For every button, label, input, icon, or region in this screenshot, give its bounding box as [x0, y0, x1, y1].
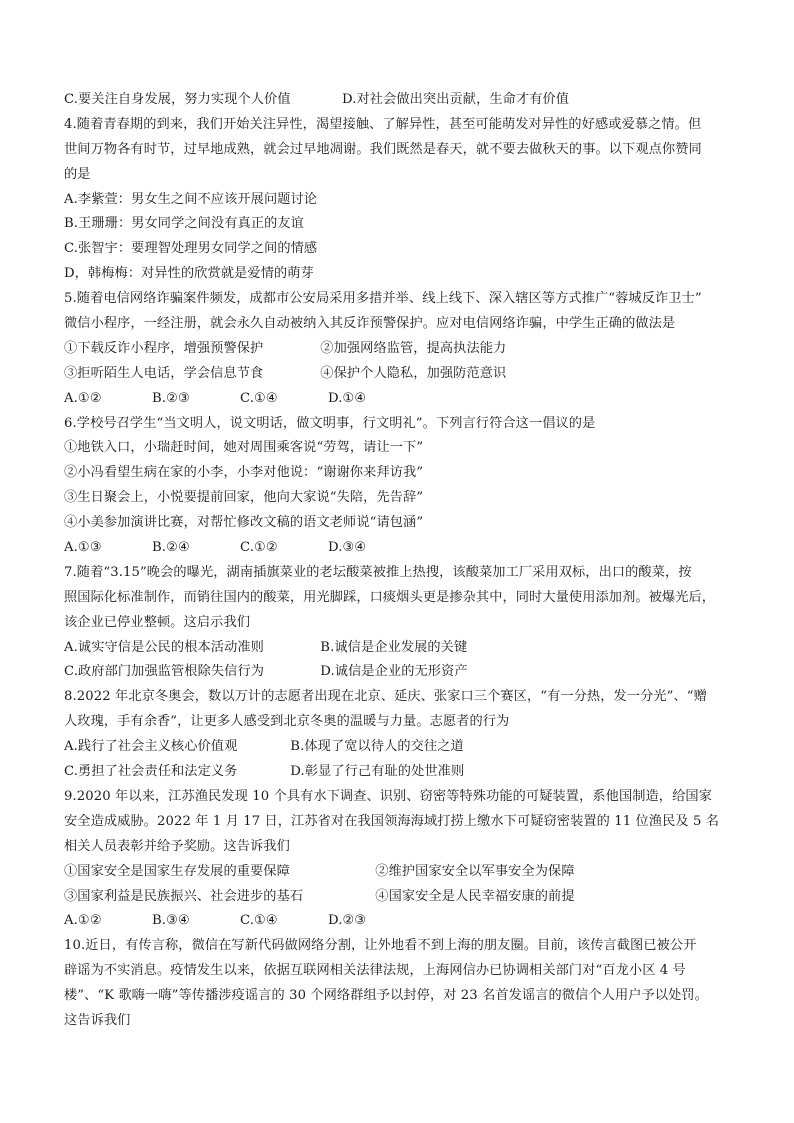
q5-options: [64, 387, 744, 412]
q8-option-b: B.体现了宽以待人的交往之道: [290, 739, 464, 755]
q9-statement-4: ④国家安全是人民幸福安康的前提: [375, 888, 575, 904]
q5-statement-2: ②加强网络监管，提高执法能力: [320, 340, 507, 356]
q3-options-cd: [64, 88, 744, 113]
q9-statement-3: ③国家利益是民族振兴、社会进步的基石: [64, 888, 304, 904]
q5-statement-3: ③拒听陌生人电话，学会信息节食: [64, 365, 264, 381]
q6-options: [64, 536, 744, 561]
q7-option-b: B.诚信是企业发展的关键: [320, 639, 468, 655]
q5-option-b: B.②③: [152, 390, 190, 406]
q5-stem-line-1: 5.随着电信网络诈骗案件频发，成都市公安局采用多措并举、线上线下、深入辖区等方式推广“蓉城反诈卫士”: [64, 291, 702, 307]
q4-option-c: C.张智宇：要理智处理男女同学之间的情感: [64, 241, 318, 257]
q9-statements-12: [64, 860, 744, 885]
q4-stem-line-2: 世间万物各有时节，过早地成熟，就会过早地凋谢。我们既然是春天，就不要去做秋天的事。以下观点你赞同: [64, 141, 702, 157]
q5-stem-line-2: 微信小程序，一经注册，就会永久自动被纳入其反诈预警保护。应对电信网络诈骗，中学生正确的做法是: [64, 316, 676, 332]
q9-option-c: C.①④: [240, 913, 278, 929]
q5-statements-34: [64, 362, 744, 387]
q7-stem-line-1: 7.随着“3.15”晚会的曝光，湖南插旗菜业的老坛酸菜被推上热搜，该酸菜加工厂采用双标，出口的酸菜，按: [64, 564, 692, 580]
q6-statement-4: ④小美参加演讲比赛，对帮忙修改文稿的语文老师说“请包涵”: [64, 515, 424, 531]
q4-option-b: B.王珊珊：男女同学之间没有真正的友谊: [64, 216, 304, 232]
q9-option-a: A.①②: [64, 913, 102, 929]
q5-option-a: A.①②: [64, 390, 102, 406]
q9-options: [64, 909, 744, 934]
q8-stem-line-2: 人玫瑰，手有余香”，让更多人感受到北京冬奥的温暖与力量。志愿者的行为: [64, 714, 510, 730]
q7-stem-line-3: 该企业已停业整顿。这启示我们: [64, 614, 251, 630]
q7-option-d: D.诚信是企业的无形资产: [320, 664, 468, 680]
q4-option-d: D，韩梅梅：对异性的欣赏就是爱情的萌芽: [64, 266, 314, 282]
q6-stem-line-1: 6.学校号召学生“当文明人，说文明话，做文明事，行文明礼”。下列言行符合这一倡议的是: [64, 415, 596, 431]
q6-option-b: B.②④: [152, 540, 190, 556]
q9-stem-line-2: 安全造成威胁。2022 年 1 月 17 日，江苏省对在我国领海海域打捞上缴水下可疑窃密装置的 11 位渔民及 5 名: [64, 813, 720, 829]
q6-option-d: D.③④: [328, 540, 367, 556]
q6-option-a: A.①③: [64, 540, 102, 556]
q6-statement-2: ②小冯看望生病在家的小李，小李对他说：“谢谢你来拜访我”: [64, 465, 424, 481]
q8-option-c: C.勇担了社会责任和法定义务: [64, 764, 238, 780]
q10-stem-line-2: 辟谣为不实消息。疫情发生以来，依据互联网相关法律法规，上海网信办已协调相关部门对“百龙小区 4 号: [64, 963, 686, 979]
exam-page: [64, 88, 744, 1034]
q9-option-b: B.③④: [152, 913, 190, 929]
q5-statement-4: ④保护个人隐私，加强防范意识: [320, 365, 507, 381]
q6-option-c: C.①②: [240, 540, 278, 556]
q7-option-a: A.诚实守信是公民的根本活动准则: [64, 639, 264, 655]
q9-stem-line-1: 9.2020 年以来，江苏渔民发现 10 个具有水下调查、识别、窃密等特殊功能的可疑装置，系他国制造，给国家: [64, 788, 712, 804]
q8-stem-line-1: 8.2022 年北京冬奥会，数以万计的志愿者出现在北京、延庆、张家口三个赛区，“有一分热，发一分光”、“赠: [64, 689, 707, 705]
q8-options-ab: [64, 735, 744, 760]
q10-stem-line-1: 10.近日，有传言称，微信在写新代码做网络分割，让外地看不到上海的朋友圈。目前，该传言截图已被公开: [64, 938, 697, 954]
q7-options-ab: [64, 636, 744, 661]
q7-options-cd: [64, 660, 744, 685]
q9-option-d: D.②③: [328, 913, 367, 929]
q3-option-d: D.对社会做出突出贡献，生命才有价值: [342, 92, 570, 107]
q4-option-a: A.李紫萱：男女生之间不应该开展问题讨论: [64, 191, 318, 207]
q6-statement-1: ①地铁入口，小瑞赶时间，她对周围乘客说“劳驾，请让一下”: [64, 440, 424, 456]
q5-option-c: C.①④: [240, 390, 278, 406]
q6-statement-3: ③生日聚会上，小悦要提前回家，他向大家说“失陪，先告辞”: [64, 490, 424, 506]
q10-stem-line-3: 楼”、“K 歌嗨一嗨”等传播涉疫谣言的 30 个网络群组予以封停，对 23 名首发谣言的微信个人用户予以处罚。: [64, 988, 708, 1004]
q5-option-d: D.①④: [328, 390, 367, 406]
q8-option-a: A.践行了社会主义核心价值观: [64, 739, 238, 755]
q3-option-c: C.要关注自身发展，努力实现个人价值: [64, 92, 291, 107]
q10-stem-line-4: 这告诉我们: [64, 1012, 131, 1028]
q4-stem-line-3: 的是: [64, 166, 91, 182]
q4-stem-line-1: 4.随着青春期的到来，我们开始关注异性，渴望接触、了解异性，甚至可能萌发对异性的好感或爱慕之情。但: [64, 116, 702, 132]
q9-statements-34: [64, 885, 744, 910]
q8-options-cd: [64, 760, 744, 785]
q8-option-d: D.彰显了行己有耻的处世准则: [290, 764, 465, 780]
q5-statements-12: [64, 337, 744, 362]
q9-statement-1: ①国家安全是国家生存发展的重要保障: [64, 863, 290, 879]
q5-statement-1: ①下载反诈小程序，增强预警保护: [64, 340, 264, 356]
q9-statement-2: ②维护国家安全以军事安全为保障: [375, 863, 575, 879]
q7-stem-line-2: 照国际化标准制作，而销往国内的酸菜，用光脚踩，口痰烟头更是掺杂其中，同时大量使用添加剂。被爆光后，: [64, 589, 716, 605]
q7-option-c: C.政府部门加强监管根除失信行为: [64, 664, 265, 680]
q9-stem-line-3: 相关人员表彰并给予奖励。这告诉我们: [64, 838, 290, 854]
